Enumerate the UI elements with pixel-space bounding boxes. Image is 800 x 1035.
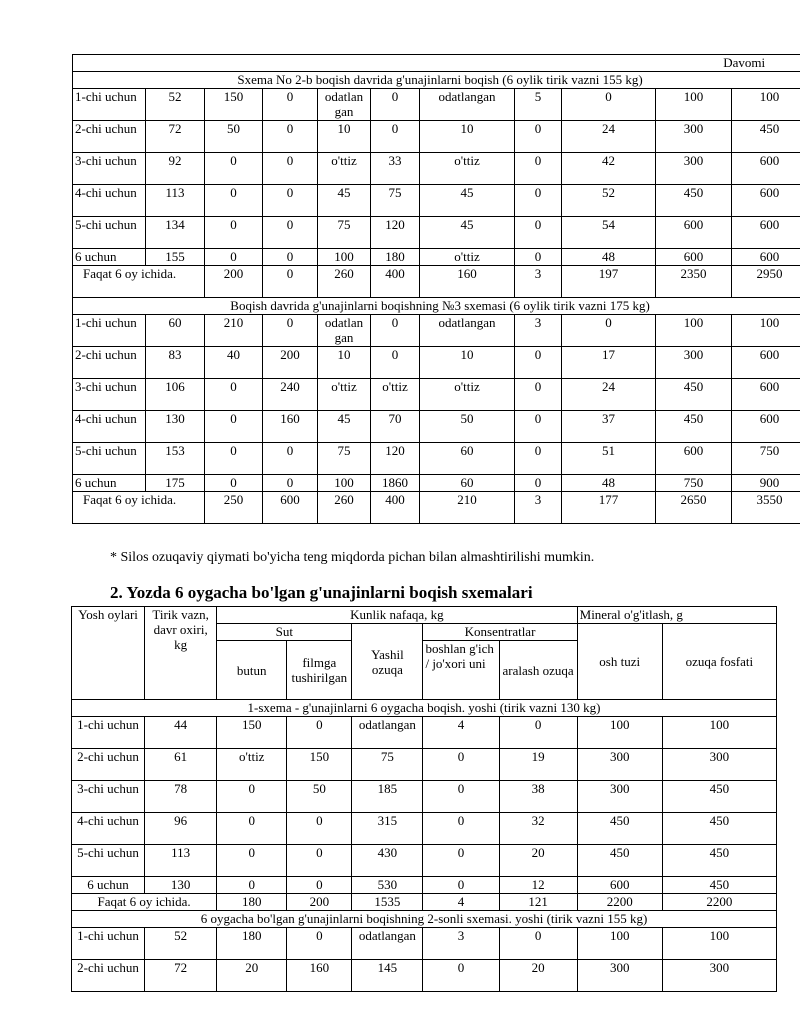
row-label: 3-chi uchun — [73, 379, 146, 411]
table-cell: 130 — [146, 411, 205, 443]
table-cell: 0 — [263, 249, 318, 266]
section-title: Boqish davrida g'unajinlarni boqishning №3 sxemasi (6 oylik tirik vazni 175 kg) — [73, 298, 800, 315]
table-cell: 175 — [146, 475, 205, 492]
table-cell: 300 — [662, 960, 776, 992]
table-cell: o'ttiz — [318, 379, 371, 411]
table-cell: 300 — [656, 153, 732, 185]
table-cell: 0 — [371, 315, 420, 347]
table-cell: 450 — [662, 845, 776, 877]
total-cell: 121 — [499, 894, 577, 911]
table-cell: 0 — [423, 749, 499, 781]
table-cell: 50 — [287, 781, 352, 813]
table-cell: 0 — [515, 443, 562, 475]
table-cell: 52 — [145, 928, 217, 960]
table-cell: 160 — [287, 960, 352, 992]
table-cell: 0 — [423, 877, 499, 894]
header-whole: butun — [217, 641, 287, 700]
table-cell: 100 — [656, 89, 732, 121]
total-cell: 2650 — [656, 492, 732, 524]
table-cell: 75 — [318, 217, 371, 249]
table-cell: 54 — [562, 217, 656, 249]
table-cell: o'ttiz — [217, 749, 287, 781]
total-cell: 600 — [263, 492, 318, 524]
table-cell: 180 — [217, 928, 287, 960]
table-cell: 37 — [562, 411, 656, 443]
table-row — [72, 749, 777, 781]
table-cell: o'ttiz — [318, 153, 371, 185]
table-cell: 600 — [732, 185, 800, 217]
total-cell: 3 — [515, 492, 562, 524]
table-cell: 10 — [318, 347, 371, 379]
table-cell: 78 — [145, 781, 217, 813]
table-cell: 45 — [318, 185, 371, 217]
table-cell: 100 — [318, 475, 371, 492]
table-cell: 0 — [263, 443, 318, 475]
table-cell: 0 — [205, 153, 263, 185]
table-cell: 10 — [318, 121, 371, 153]
header-ration: Kunlik nafaqa, kg — [217, 607, 577, 624]
table-cell: 44 — [145, 717, 217, 749]
table-cell: 210 — [205, 315, 263, 347]
table-cell: 0 — [371, 89, 420, 121]
table-row — [73, 121, 800, 153]
table-cell: 0 — [515, 411, 562, 443]
table-cell: 900 — [732, 475, 800, 492]
table-cell: o'ttiz — [420, 153, 515, 185]
table-cell: 0 — [205, 249, 263, 266]
table-cell: 0 — [263, 89, 318, 121]
header-milk: Sut — [217, 624, 352, 641]
table-row — [73, 347, 800, 379]
table-cell: 0 — [205, 217, 263, 249]
total-cell: 2200 — [577, 894, 662, 911]
total-label: Faqat 6 oy ichida. — [73, 266, 205, 298]
table-cell: 145 — [352, 960, 423, 992]
total-cell: 177 — [562, 492, 656, 524]
table-cell: 100 — [577, 928, 662, 960]
table-cell: 75 — [352, 749, 423, 781]
table-cell: 0 — [499, 928, 577, 960]
table-cell: 300 — [656, 121, 732, 153]
row-label: 6 uchun — [73, 249, 146, 266]
table-cell: 1860 — [371, 475, 420, 492]
table-cell: 75 — [371, 185, 420, 217]
table-cell: 0 — [263, 153, 318, 185]
table-cell: 180 — [371, 249, 420, 266]
table-row — [72, 845, 777, 877]
table-cell: 106 — [146, 379, 205, 411]
table-cell: 0 — [515, 475, 562, 492]
table-cell: 430 — [352, 845, 423, 877]
table-cell: 5 — [515, 89, 562, 121]
table-row — [72, 717, 777, 749]
table-cell: 100 — [662, 928, 776, 960]
table-cell: 60 — [420, 443, 515, 475]
table-row — [72, 928, 777, 960]
table-cell: 240 — [263, 379, 318, 411]
total-cell: 200 — [287, 894, 352, 911]
table-cell: 0 — [205, 411, 263, 443]
row-label: 4-chi uchun — [73, 411, 146, 443]
row-label: 4-chi uchun — [72, 813, 145, 845]
table-cell: 300 — [577, 960, 662, 992]
table-cell: 20 — [217, 960, 287, 992]
table-cell: 96 — [145, 813, 217, 845]
table-cell: 33 — [371, 153, 420, 185]
footnote: * Silos ozuqaviy qiymati bo'yicha teng miqdorda pichan bilan almashtirilishi mumkin. — [110, 550, 595, 565]
table-cell: 0 — [205, 185, 263, 217]
table-cell: 600 — [732, 217, 800, 249]
table-cell: odatlan gan — [318, 89, 371, 121]
table-cell: 0 — [371, 121, 420, 153]
total-cell: 197 — [562, 266, 656, 298]
table-cell: 83 — [146, 347, 205, 379]
table-cell: 0 — [217, 845, 287, 877]
table-row — [73, 315, 800, 347]
table-cell: 0 — [499, 717, 577, 749]
table-cell: 0 — [423, 960, 499, 992]
table-cell: 45 — [318, 411, 371, 443]
table-cell: 600 — [732, 347, 800, 379]
table-cell: 0 — [287, 877, 352, 894]
table-cell: 52 — [146, 89, 205, 121]
table-cell: 0 — [217, 781, 287, 813]
table-cell: 42 — [562, 153, 656, 185]
table-cell: 185 — [352, 781, 423, 813]
table-cell: 0 — [515, 121, 562, 153]
table-cell: 113 — [146, 185, 205, 217]
table-cell: odatlangan — [420, 315, 515, 347]
header-mineral: Mineral o'g'itlash, g — [577, 607, 776, 624]
continued-label: Davomi — [73, 55, 800, 72]
table-cell: 0 — [515, 379, 562, 411]
header-green: Yashil ozuqa — [352, 624, 423, 700]
table-cell: 0 — [423, 813, 499, 845]
row-label: 3-chi uchun — [72, 781, 145, 813]
table-cell: 0 — [562, 89, 656, 121]
table-cell: 61 — [145, 749, 217, 781]
total-cell: 2950 — [732, 266, 800, 298]
table-cell: 20 — [499, 845, 577, 877]
table-cell: 600 — [656, 443, 732, 475]
total-cell: 250 — [205, 492, 263, 524]
total-cell: 3550 — [732, 492, 800, 524]
row-label: 6 uchun — [73, 475, 146, 492]
table-cell: 75 — [318, 443, 371, 475]
table-row — [72, 960, 777, 992]
table-row — [73, 443, 800, 475]
table-cell: 3 — [423, 928, 499, 960]
table-cell: odatlangan — [420, 89, 515, 121]
table-cell: o'ttiz — [420, 379, 515, 411]
table-cell: 153 — [146, 443, 205, 475]
table-cell: 600 — [656, 217, 732, 249]
table-row — [73, 153, 800, 185]
table-cell: 0 — [263, 217, 318, 249]
total-cell: 400 — [371, 492, 420, 524]
table-cell: 130 — [145, 877, 217, 894]
table-cell: 0 — [217, 877, 287, 894]
table-cell: 750 — [656, 475, 732, 492]
table-cell: 10 — [420, 347, 515, 379]
row-label: 1-chi uchun — [72, 717, 145, 749]
header-mixed: aralash ozuqa — [499, 641, 577, 700]
table-cell: 51 — [562, 443, 656, 475]
table-cell: 155 — [146, 249, 205, 266]
section-title: 1-sxema - g'unajinlarni 6 oygacha boqish. yoshi (tirik vazni 130 kg) — [72, 700, 777, 717]
table-cell: 0 — [287, 717, 352, 749]
section-title: Sxema No 2-b boqish davrida g'unajinlarni boqish (6 oylik tirik vazni 155 kg) — [73, 72, 800, 89]
table-cell: o'ttiz — [371, 379, 420, 411]
row-label: 5-chi uchun — [72, 845, 145, 877]
row-label: 2-chi uchun — [73, 121, 146, 153]
total-cell: 2200 — [662, 894, 776, 911]
total-cell: 260 — [318, 492, 371, 524]
table-cell: 600 — [656, 249, 732, 266]
table-cell: 530 — [352, 877, 423, 894]
table-cell: 450 — [656, 185, 732, 217]
table-cell: 0 — [263, 185, 318, 217]
table-row — [73, 185, 800, 217]
total-label: Faqat 6 oy ichida. — [72, 894, 217, 911]
table-cell: 60 — [146, 315, 205, 347]
table-cell: 450 — [656, 379, 732, 411]
table-cell: 0 — [515, 347, 562, 379]
table-row — [73, 475, 800, 492]
table-cell: 450 — [577, 813, 662, 845]
table-cell: 450 — [732, 121, 800, 153]
total-row — [73, 266, 800, 298]
table-cell: 100 — [656, 315, 732, 347]
table-cell: 50 — [205, 121, 263, 153]
section-heading: 2. Yozda 6 oygacha bo'lgan g'unajinlarni boqish sxemalari — [110, 583, 533, 602]
table-cell: 19 — [499, 749, 577, 781]
table-row — [73, 89, 800, 121]
table-cell: 750 — [732, 443, 800, 475]
table-cell: 300 — [577, 781, 662, 813]
table-cell: 38 — [499, 781, 577, 813]
table-cell: 600 — [732, 153, 800, 185]
row-label: 1-chi uchun — [73, 89, 146, 121]
table-cell: 24 — [562, 379, 656, 411]
table-cell: 40 — [205, 347, 263, 379]
table-cell: 450 — [577, 845, 662, 877]
total-row — [72, 894, 777, 911]
table-cell: 45 — [420, 185, 515, 217]
table-cell: 0 — [287, 813, 352, 845]
table-cell: 300 — [662, 749, 776, 781]
table-row — [73, 249, 800, 266]
table-cell: 0 — [205, 475, 263, 492]
table-cell: 0 — [263, 475, 318, 492]
table-cell: 10 — [420, 121, 515, 153]
table-cell: 100 — [732, 89, 800, 121]
total-cell: 3 — [515, 266, 562, 298]
table-cell: 0 — [263, 315, 318, 347]
table-row — [73, 411, 800, 443]
table-cell: 4 — [423, 717, 499, 749]
section-title: 6 oygacha bo'lgan g'unajinlarni boqishning 2-sonli sxemasi. yoshi (tirik vazni 155 kg) — [72, 911, 777, 928]
header-skimmed: filmga tushirilgan — [287, 641, 352, 700]
table-cell: 600 — [732, 411, 800, 443]
table-cell: 450 — [662, 813, 776, 845]
table-cell: 113 — [145, 845, 217, 877]
table-cell: o'ttiz — [420, 249, 515, 266]
table-cell: 300 — [577, 749, 662, 781]
table-cell: 150 — [287, 749, 352, 781]
header-concentrates: Konsentratlar — [423, 624, 577, 641]
header-age: Yosh oylari — [72, 607, 145, 700]
table-cell: 0 — [263, 121, 318, 153]
table-cell: 100 — [662, 717, 776, 749]
table-cell: 100 — [577, 717, 662, 749]
table-cell: 45 — [420, 217, 515, 249]
table-cell: 17 — [562, 347, 656, 379]
table-row — [73, 379, 800, 411]
table-cell: 92 — [146, 153, 205, 185]
table-cell: 0 — [515, 185, 562, 217]
table-cell: 200 — [263, 347, 318, 379]
row-label: 6 uchun — [72, 877, 145, 894]
row-label: 5-chi uchun — [73, 217, 146, 249]
table-cell: 100 — [318, 249, 371, 266]
table-cell: 0 — [423, 845, 499, 877]
total-cell: 0 — [263, 266, 318, 298]
table-cell: 0 — [287, 845, 352, 877]
table-cell: 0 — [205, 379, 263, 411]
row-label: 3-chi uchun — [73, 153, 146, 185]
total-cell: 180 — [217, 894, 287, 911]
row-label: 1-chi uchun — [73, 315, 146, 347]
table-cell: odatlan gan — [318, 315, 371, 347]
table-cell: 0 — [287, 928, 352, 960]
table-cell: 48 — [562, 475, 656, 492]
table-cell: 100 — [732, 315, 800, 347]
table-cell: 0 — [562, 315, 656, 347]
feeding-table-continued — [72, 54, 800, 524]
header-phosphate: ozuqa fosfati — [662, 624, 776, 700]
total-cell: 400 — [371, 266, 420, 298]
row-label: 1-chi uchun — [72, 928, 145, 960]
table-row — [72, 877, 777, 894]
total-label: Faqat 6 oy ichida. — [73, 492, 205, 524]
table-cell: 450 — [662, 781, 776, 813]
total-cell: 210 — [420, 492, 515, 524]
table-cell: 600 — [577, 877, 662, 894]
row-label: 2-chi uchun — [72, 749, 145, 781]
table-cell: 450 — [662, 877, 776, 894]
header-weight: Tirik vazn, davr oxiri, kg — [145, 607, 217, 700]
table-cell: 120 — [371, 443, 420, 475]
table-cell: 24 — [562, 121, 656, 153]
table-cell: 12 — [499, 877, 577, 894]
table-cell: 0 — [515, 249, 562, 266]
table-cell: 120 — [371, 217, 420, 249]
table-cell: 48 — [562, 249, 656, 266]
table-cell: 50 — [420, 411, 515, 443]
table-row — [73, 217, 800, 249]
table-cell: 72 — [145, 960, 217, 992]
table-cell: 134 — [146, 217, 205, 249]
table-cell: 60 — [420, 475, 515, 492]
table-cell: odatlangan — [352, 717, 423, 749]
table-cell: 315 — [352, 813, 423, 845]
total-cell: 260 — [318, 266, 371, 298]
table-cell: 0 — [515, 153, 562, 185]
row-label: 5-chi uchun — [73, 443, 146, 475]
row-label: 4-chi uchun — [73, 185, 146, 217]
table-cell: 160 — [263, 411, 318, 443]
header-salt: osh tuzi — [577, 624, 662, 700]
summer-feeding-table — [71, 606, 777, 992]
total-cell: 2350 — [656, 266, 732, 298]
table-cell: 70 — [371, 411, 420, 443]
total-cell: 4 — [423, 894, 499, 911]
total-cell: 160 — [420, 266, 515, 298]
table-cell: 52 — [562, 185, 656, 217]
table-cell: 450 — [656, 411, 732, 443]
table-row — [72, 781, 777, 813]
table-cell: 0 — [217, 813, 287, 845]
table-cell: 0 — [423, 781, 499, 813]
table-cell: 600 — [732, 379, 800, 411]
table-cell: 150 — [217, 717, 287, 749]
table-cell: 72 — [146, 121, 205, 153]
table-cell: 20 — [499, 960, 577, 992]
table-cell: 0 — [205, 443, 263, 475]
total-cell: 1535 — [352, 894, 423, 911]
table-cell: 32 — [499, 813, 577, 845]
row-label: 2-chi uchun — [72, 960, 145, 992]
total-cell: 200 — [205, 266, 263, 298]
table-cell: 0 — [371, 347, 420, 379]
table-cell: 0 — [515, 217, 562, 249]
total-row — [73, 492, 800, 524]
table-cell: 150 — [205, 89, 263, 121]
table-cell: 3 — [515, 315, 562, 347]
header-starter: boshlan g'ich / jo'xori uni — [423, 641, 499, 700]
row-label: 2-chi uchun — [73, 347, 146, 379]
table-cell: 300 — [656, 347, 732, 379]
table-row — [72, 813, 777, 845]
table-cell: 600 — [732, 249, 800, 266]
table-cell: odatlangan — [352, 928, 423, 960]
